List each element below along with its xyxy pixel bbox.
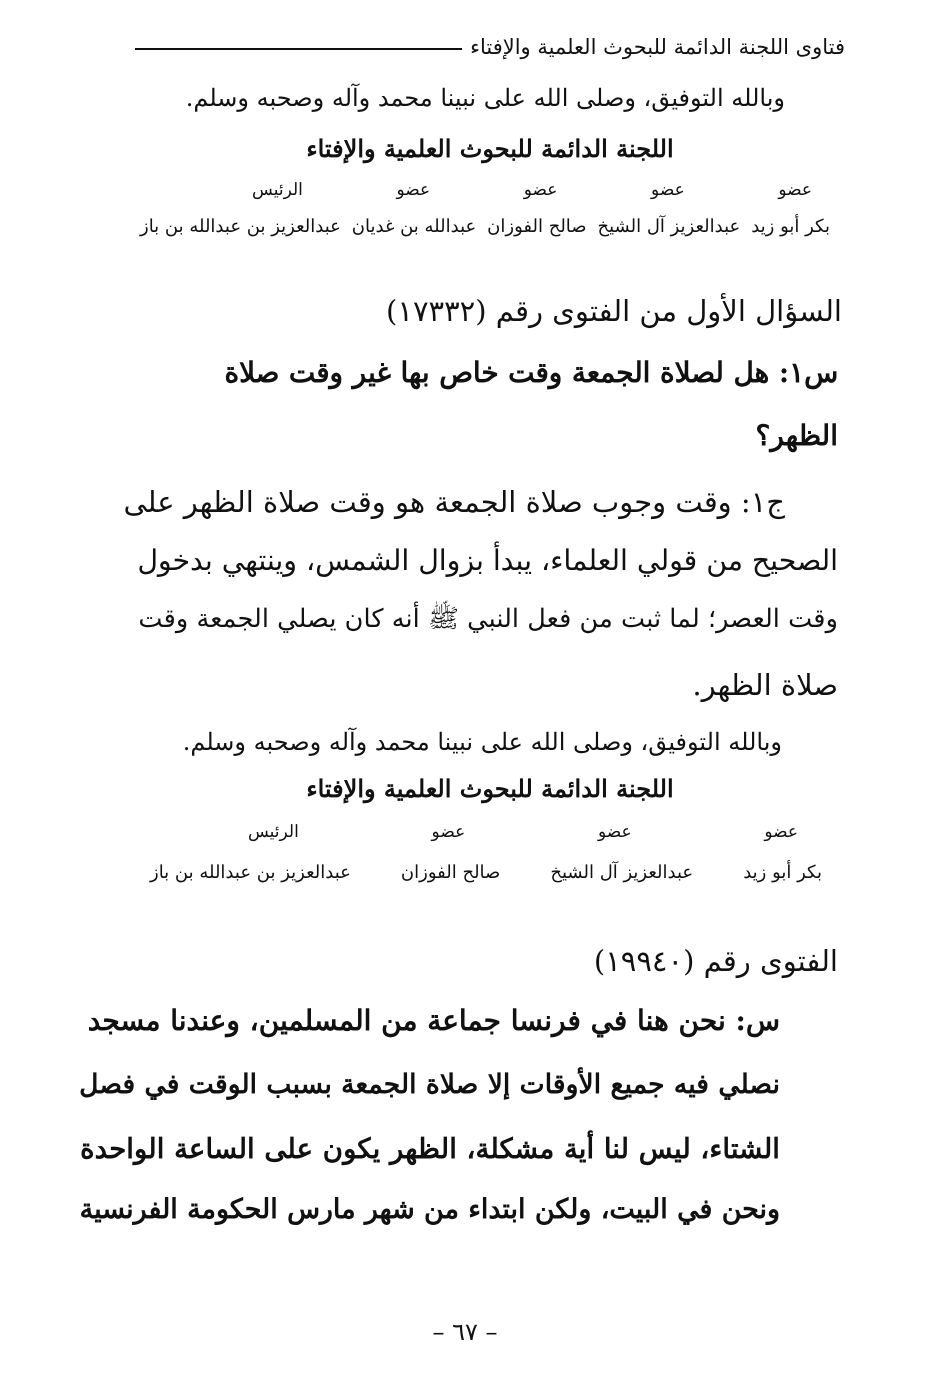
question-line: س: نحن هنا في فرنسا جماعة من المسلمين، وعندنا مسجد [87,1004,780,1037]
running-header-title: فتاوى اللجنة الدائمة للبحوث العلمية والإفتاء [470,35,845,59]
signatory-name: صالح الفوزان [400,862,501,883]
fatwa-heading: السؤال الأول من الفتوى رقم (١٧٣٣٢) [386,294,842,328]
question-line: الشتاء، ليس لنا أية مشكلة، الظهر يكون على الساعة الواحدة [80,1132,780,1165]
signatory-role: عضو [597,822,632,842]
signatory-roles [252,180,812,200]
running-header-rule [135,48,462,50]
signatory-name: عبدالعزيز بن عبدالله بن باز [150,862,351,883]
signatory-role: عضو [523,180,558,200]
answer-line: ج١: وقت وجوب صلاة الجمعة هو وقت صلاة الظهر على [123,485,785,519]
signatory-roles [248,822,798,842]
signatory-name: عبدالعزيز آل الشيخ [550,862,694,883]
signatory-name: صالح الفوزان [487,216,587,237]
question-line: ونحن في البيت، ولكن ابتداء من شهر مارس الحكومة الفرنسية [79,1194,780,1225]
signatory-role: عضو [396,180,431,200]
answer-line: وقت العصر؛ لما ثبت من فعل النبي ﷺ أنه كان يصلي الجمعة وقت [138,604,838,634]
question-line: الظهر؟ [755,419,838,452]
closing-formula: وبالله التوفيق، وصلى الله على نبينا محمد وآله وصحبه وسلم. [185,84,785,112]
answer-line: صلاة الظهر. [692,668,838,702]
committee-name: اللجنة الدائمة للبحوث العلمية والإفتاء [306,774,674,803]
signatory-name: بكر أبو زيد [743,862,822,883]
page-number: – ٦٧ – [432,1318,498,1346]
signatory-name: عبدالعزيز بن عبدالله بن باز [140,216,341,237]
question-line: نصلي فيه جميع الأوقات إلا صلاة الجمعة بسبب الوقت في فصل [79,1069,780,1100]
signatory-role: عضو [764,822,798,842]
question-line [133,356,838,389]
signatory-role: عضو [778,180,812,200]
answer-line: الصحيح من قولي العلماء، يبدأ بزوال الشمس، وينتهي بدخول [137,544,838,577]
signatory-role: عضو [431,822,466,842]
running-header [135,30,845,64]
question-text: س١: هل لصلاة الجمعة وقت خاص بها غير وقت صلاة [224,356,838,389]
signatory-names [150,862,822,883]
signatory-name: عبدالله بن غديان [351,216,477,237]
signatory-name: بكر أبو زيد [751,216,830,237]
signatory-role: عضو [651,180,685,200]
signatory-name: عبدالعزيز آل الشيخ [597,216,741,237]
signatory-role: الرئيس [252,180,303,200]
closing-formula: وبالله التوفيق، وصلى الله على نبينا محمد وآله وصحبه وسلم. [182,728,782,756]
signatory-role: الرئيس [248,822,299,842]
fatwa-heading: الفتوى رقم (١٩٩٤٠) [593,944,838,978]
signatory-names [140,216,830,237]
committee-name: اللجنة الدائمة للبحوث العلمية والإفتاء [306,134,674,163]
